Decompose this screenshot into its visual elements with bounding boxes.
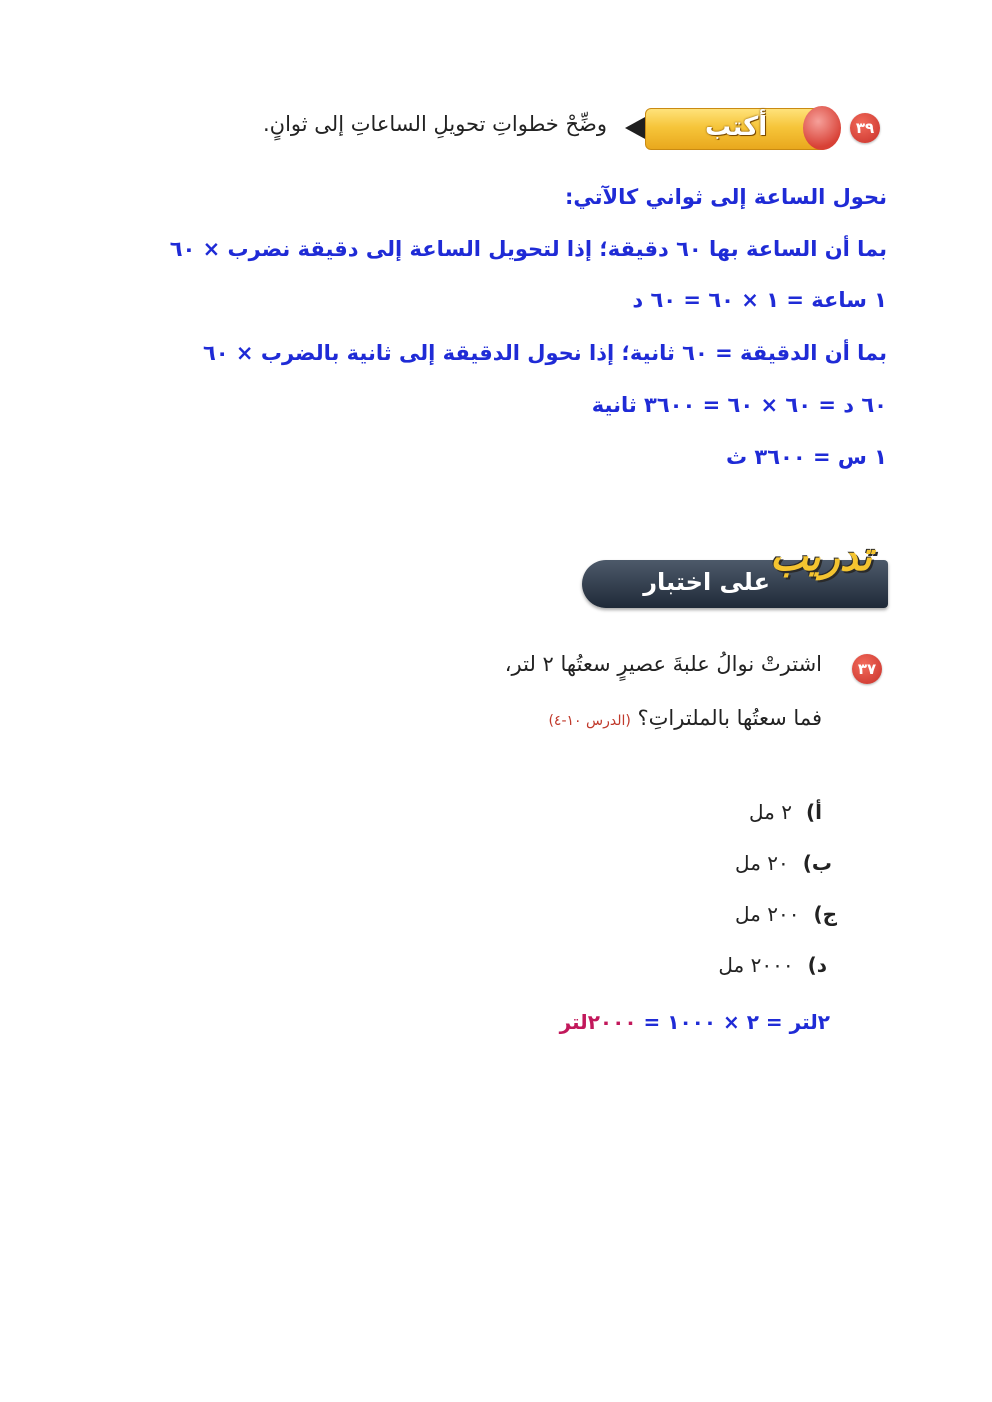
option-a-text: ٢ مل: [749, 800, 792, 824]
answer-highlight: ٢٠٠٠لتر: [559, 1010, 637, 1034]
banner-subtitle: على اختبار: [643, 568, 770, 596]
solution-line-3: ١ ساعة = ١ × ٦٠ = ٦٠ د: [632, 288, 887, 312]
option-b-text: ٢٠ مل: [735, 851, 789, 875]
option-a[interactable]: [749, 800, 822, 824]
option-c[interactable]: [735, 902, 837, 926]
option-c-text: ٢٠٠ مل: [734, 902, 800, 926]
solution-line-2: بما أن الساعة بها ٦٠ دقيقة؛ إذا لتحويل الساعة إلى دقيقة نضرب × ٦٠: [169, 237, 887, 261]
lesson-reference: (الدرس ١٠-٤): [548, 713, 631, 729]
option-d-text: ٢٠٠٠ مل: [718, 953, 794, 977]
option-b[interactable]: [735, 851, 832, 875]
solution-line-6: ١ س = ٣٦٠٠ ث: [725, 445, 887, 469]
solution-line-1: نحول الساعة إلى ثواني كالآتي:: [564, 185, 887, 209]
option-b-letter: ب): [802, 851, 832, 875]
question-37-line-1: اشترتْ نوالُ علبةَ عصيرٍ سعتُها ٢ لتر،: [504, 652, 822, 676]
option-c-letter: ج): [813, 902, 837, 926]
pencil-icon: [625, 106, 835, 152]
banner-title: تدريب: [770, 534, 872, 580]
question-37-number: ٣٧: [852, 654, 882, 684]
question-37-line-2: [548, 706, 822, 730]
option-d[interactable]: [718, 953, 827, 977]
write-label: أكتب: [705, 112, 768, 142]
answer-line: [560, 1010, 830, 1034]
question-37-line-2-text: فما سعتُها بالملتراتِ؟: [637, 706, 822, 730]
solution-line-4: بما أن الدقيقة = ٦٠ ثانية؛ إذا نحول الدقيقة إلى ثانية بالضرب × ٦٠: [202, 341, 887, 365]
solution-line-5: ٦٠ د = ٦٠ × ٦٠ = ٣٦٠٠ ثانية: [591, 393, 887, 417]
option-a-letter: أ): [806, 800, 822, 824]
option-d-letter: د): [807, 953, 827, 977]
question-39-number: ٣٩: [850, 113, 880, 143]
answer-main: ٢لتر = ٢ × ١٠٠٠ =: [643, 1010, 830, 1034]
question-39-prompt: وضِّحْ خطواتِ تحويلِ الساعاتِ إلى ثوانٍ.: [263, 112, 607, 136]
